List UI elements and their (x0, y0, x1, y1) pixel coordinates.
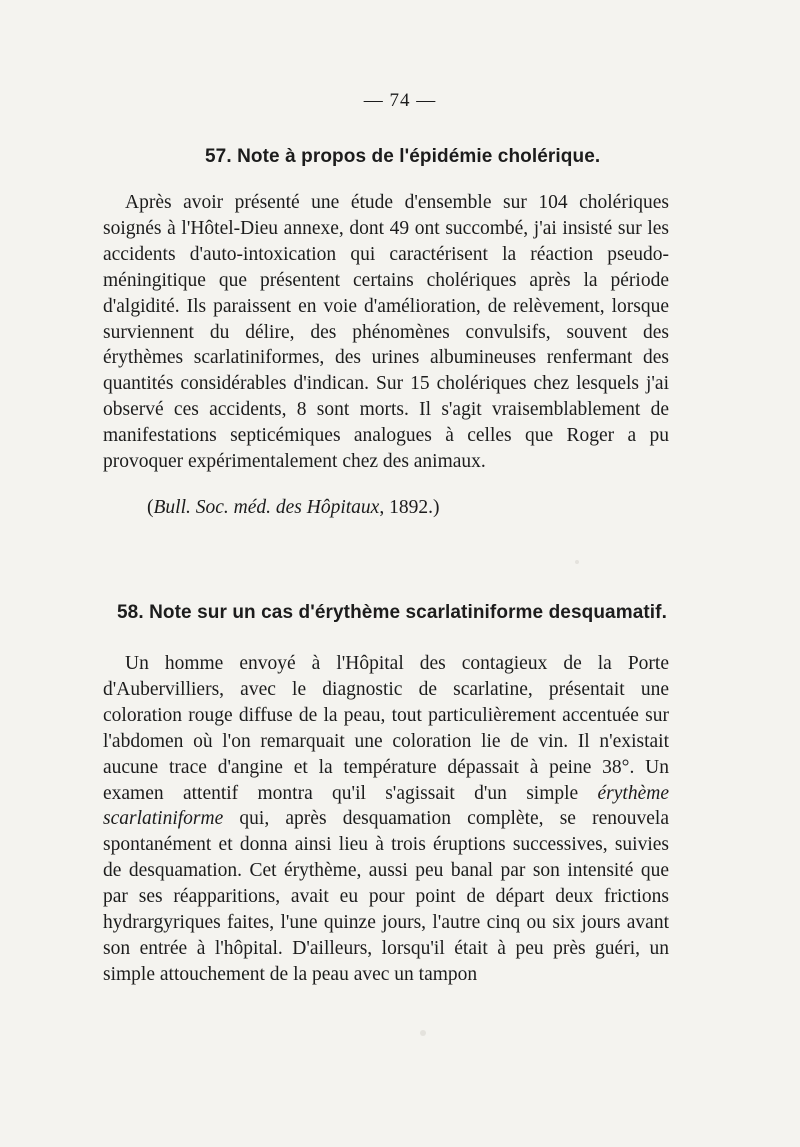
reference-year: , 1892.) (379, 496, 440, 518)
body-text: Un homme envoyé à l'Hôpital des contagieux de la Porte d'Aubervilliers, avec le diagnostic de scarlatine, présentait une coloration rouge diffuse de la peau, tout particulièrement accentuée sur l'abdomen où l'on remarquait une coloration lie de vin. Il n'existait aucune trace d'angine et la température dépassait à peine 38°. Un examen attentif montra qu'il s'agissait d'un simple (103, 653, 669, 804)
paper-speck (575, 560, 579, 564)
body-text: qui, après desquamation complète, se renouvela spontanément et donna ainsi lieu à trois éruptions successives, suivies de desquamation. Cet érythème, aussi peu banal par son intensité que par ses réapparitions, avait eu pour point de départ deux frictions hydrargyriques faites, l'une quinze jours, l'autre cinq ou six jours avant son entrée à l'hôpital. D'ailleurs, lorsqu'il était à peu près guéri, un simple attouchement de la peau avec un tampon (103, 808, 669, 985)
paper-speck (420, 1030, 426, 1036)
reference-open: ( (147, 496, 154, 518)
page-number: — 74 — (363, 90, 437, 111)
section-body: Après avoir présenté une étude d'ensemble sur 104 cholériques soignés à l'Hôtel-Dieu annexe, dont 49 ont succombé, j'ai insisté sur les accidents d'auto-intoxication qui caractérisent la réaction pseudo-méningitique que présentent certains cholériques après la période d'algidité. Ils paraissent en voie d'amélioration, de relèvement, lorsque surviennent du délire, des phénomènes convulsifs, souvent des érythèmes scarlatiniformes, des urines albumineuses renfermant des quantités considérables d'indican. Sur 15 cholériques chez lesquels j'ai observé ces accidents, 8 sont morts. Il s'agit vraisemblablement de manifestations septicémiques analogues à celles que Roger a pu provoquer expérimentalement chez des animaux. (103, 192, 669, 473)
section-body (103, 651, 669, 988)
reference-journal: Bull. Soc. méd. des Hôpitaux (153, 496, 380, 518)
section-58 (103, 602, 669, 988)
section-heading: 57. Note à propos de l'épidémie cholérique. (205, 146, 601, 167)
body-italic-term: érythème scarlatiniforme (103, 782, 669, 830)
section-57 (103, 146, 669, 519)
section-heading: 58. Note sur un cas d'érythème scarlatiniforme desquamatif. (117, 602, 667, 623)
bibliographic-reference (103, 497, 669, 519)
